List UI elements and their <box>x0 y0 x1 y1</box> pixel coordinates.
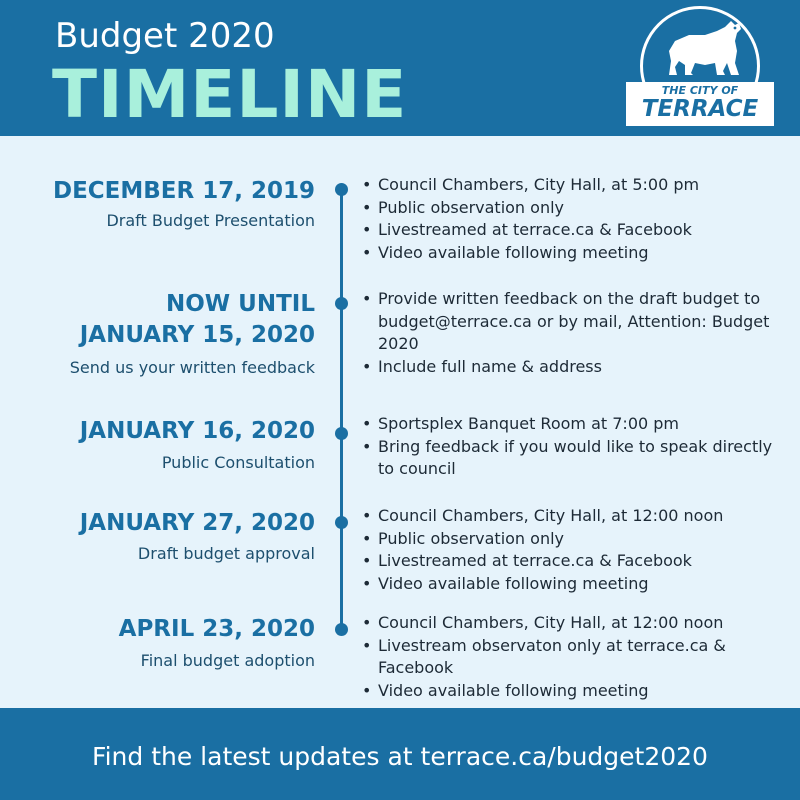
event-description-4: Draft budget approval <box>137 544 315 563</box>
bullet-item: • Council Chambers, City Hall, at 12:00 noon <box>360 612 780 635</box>
event-bullets-1 <box>360 174 780 264</box>
logo-line-2: TERRACE <box>641 96 759 122</box>
bullet-item: • Council Chambers, City Hall, at 5:00 pm <box>360 174 780 197</box>
event-date-2a: NOW UNTIL <box>165 291 315 317</box>
timeline-dot-4 <box>335 516 348 529</box>
bullet-item: • Video available following meeting <box>360 242 780 265</box>
header-banner <box>0 0 800 136</box>
bullet-item: • Sportsplex Banquet Room at 7:00 pm <box>360 413 780 436</box>
header-title: TIMELINE <box>52 56 408 133</box>
event-bullets-5 <box>360 612 780 702</box>
timeline-dot-5 <box>335 623 348 636</box>
timeline-line <box>340 188 343 632</box>
timeline-dot-1 <box>335 183 348 196</box>
event-description-3: Public Consultation <box>161 453 315 472</box>
event-bullets-4 <box>360 505 780 595</box>
event-date-5: APRIL 23, 2020 <box>118 616 315 642</box>
footer-text: Find the latest updates at terrace.ca/budget2020 <box>92 742 708 771</box>
event-bullets-3 <box>360 413 780 481</box>
header-subtitle: Budget 2020 <box>55 16 275 56</box>
bullet-item: • Livestream observaton only at terrace.ca & Facebook <box>360 635 780 680</box>
bullet-item: • Bring feedback if you would like to speak directly to council <box>360 436 780 481</box>
city-logo <box>622 6 778 124</box>
timeline-dot-3 <box>335 427 348 440</box>
event-description-1: Draft Budget Presentation <box>106 211 315 230</box>
event-bullets-2 <box>360 288 780 378</box>
bullet-item: • Public observation only <box>360 197 780 220</box>
bullet-item: • Include full name & address <box>360 356 780 379</box>
footer-banner <box>0 708 800 800</box>
timeline-dot-2 <box>335 297 348 310</box>
event-date-3: JANUARY 16, 2020 <box>79 418 315 444</box>
logo-plate <box>626 82 774 126</box>
event-date-1: DECEMBER 17, 2019 <box>52 178 315 204</box>
event-date-2b: JANUARY 15, 2020 <box>79 322 315 348</box>
bullet-item: • Livestreamed at terrace.ca & Facebook <box>360 219 780 242</box>
bullet-item: • Public observation only <box>360 528 780 551</box>
bullet-item: • Council Chambers, City Hall, at 12:00 noon <box>360 505 780 528</box>
bullet-item: • Livestreamed at terrace.ca & Facebook <box>360 550 780 573</box>
bear-icon <box>665 17 745 79</box>
event-description-2: Send us your written feedback <box>69 358 315 377</box>
bullet-item: • Video available following meeting <box>360 573 780 596</box>
bullet-item: • Video available following meeting <box>360 680 780 703</box>
logo-line-1: THE CITY OF <box>661 84 739 97</box>
event-date-4: JANUARY 27, 2020 <box>79 510 315 536</box>
event-description-5: Final budget adoption <box>140 651 315 670</box>
bullet-item: • Provide written feedback on the draft budget to budget@terrace.ca or by mail, Attention: Budget 2020 <box>360 288 780 356</box>
